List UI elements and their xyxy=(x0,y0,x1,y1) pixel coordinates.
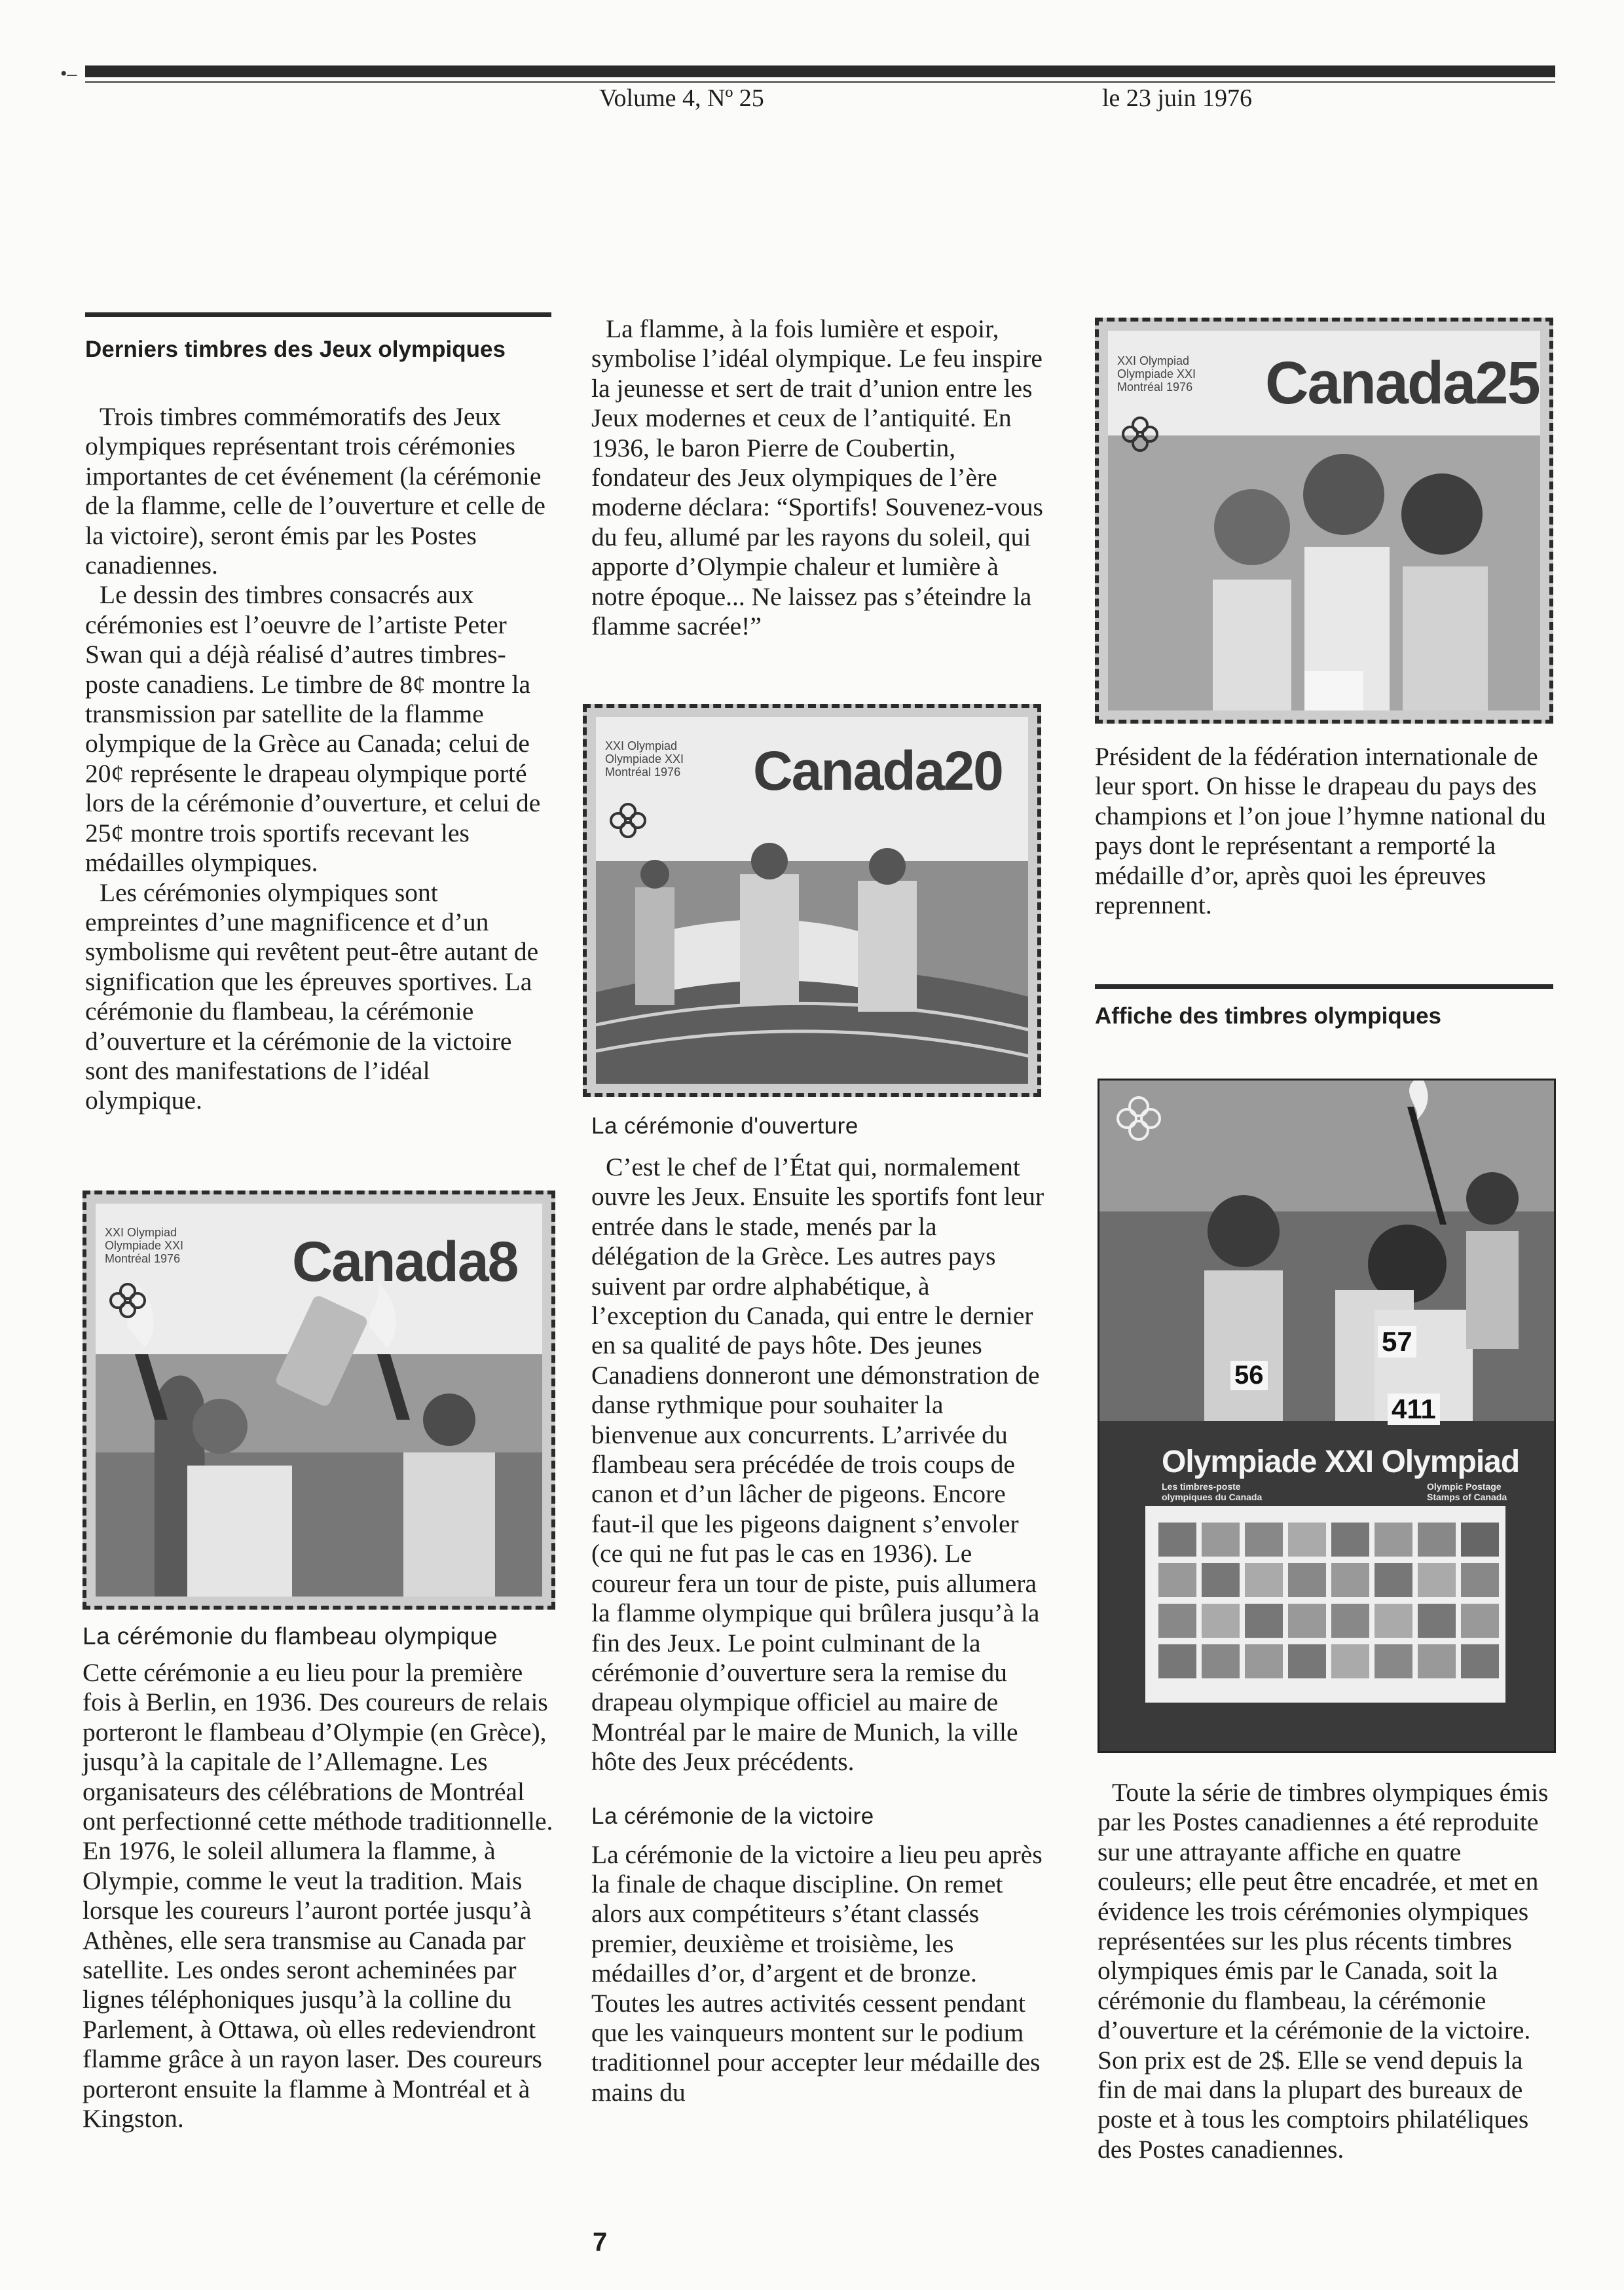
stamp-country: Canada25 xyxy=(1265,350,1540,416)
column-1 xyxy=(85,312,551,1116)
stamp-thumbnail-grid xyxy=(1158,1523,1499,1693)
caption-victory-ceremony: La cérémonie de la victoire xyxy=(591,1803,874,1829)
stamp-8-cents xyxy=(83,1191,555,1610)
poster-subtitle-fr: Les timbres-poste olympiques du Canada xyxy=(1162,1481,1263,1502)
stamp-value: 8 xyxy=(487,1230,518,1293)
poster-heading: Affiche des timbres olympiques xyxy=(1095,1003,1442,1029)
stamp-25-cents xyxy=(1095,318,1553,724)
stamp-artwork xyxy=(96,1204,542,1597)
stamp-country: Canada20 xyxy=(753,740,1003,802)
paragraph: Le dessin des timbres consacrés aux cérémonies est l’oeuvre de l’artiste Peter Swan qui a déjà réalisé d’autres timbres-poste canadiens. Le timbre de 8¢ montre la transmission par satellite de la flamme olympique de la Grèce au Canada; celui de 20¢ représente le drapeau olympique porté lors de la cérémonie d’ouverture, et celui de 25¢ montre trois sportifs recevant les médailles olympiques. xyxy=(85,580,541,877)
column-2 xyxy=(591,314,1050,641)
olympic-rings-logo xyxy=(605,802,651,841)
caption-opening-ceremony: La cérémonie d'ouverture xyxy=(591,1113,858,1139)
stamp-20-block xyxy=(583,704,1041,1097)
column-2-lower xyxy=(591,1113,1050,2107)
issue-date: le 23 juin 1976 xyxy=(1102,84,1253,112)
bib-number: 56 xyxy=(1230,1361,1268,1390)
victory-ceremony-continued: Président de la fédération internationale de leur sport. On hisse le drapeau du pays des champions et l’on joue l’hymne national du pays dont le représentant a remporté la médaille d’or, après quoi les épreuves reprennent. xyxy=(1095,742,1546,920)
paragraph: Les cérémonies olympiques sont empreintes d’une magnificence et d’un symbolisme qui revêtent peut-être autant de signification que les épreuves sportives. La cérémonie du flambeau, la cérémonie d’ouverture et la cérémonie de la victoire sont des manifestations de l’idéal olympique. xyxy=(85,877,539,1115)
stamp-8-block xyxy=(83,1191,555,2134)
section-rule xyxy=(1095,984,1553,989)
poster-subtitle-en: Olympic Postage Stamps of Canada xyxy=(1427,1481,1507,1502)
stamp-20-cents xyxy=(583,704,1041,1097)
paragraph: Trois timbres commémoratifs des Jeux olympiques représentant trois cérémonies importantes de cet événement (la cérémonie de la flamme, celle de l’ouverture et celle de la victoire), seront émis par les Postes canadiennes. xyxy=(85,402,545,580)
caption-torch-ceremony: La cérémonie du flambeau olympique xyxy=(83,1623,498,1650)
stamp-value: 20 xyxy=(944,740,1003,802)
olympic-stamps-poster xyxy=(1098,1079,1556,1753)
stamp-artwork xyxy=(1108,331,1540,711)
stamp-small-text: XXI Olympiad Olympiade XXI Montréal 1976 xyxy=(605,739,684,779)
bib-number: 411 xyxy=(1388,1394,1440,1425)
stamp-country: Canada8 xyxy=(292,1230,518,1293)
article-heading: Derniers timbres des Jeux olympiques xyxy=(85,337,506,362)
torch-ceremony-text: Cette cérémonie a eu lieu pour la première fois à Berlin, en 1936. Des coureurs de relais porteront le flambeau d’Olympie (en Grèce), jusqu’à la capitale de l’Allemagne. Les organisateurs des célébrations de Montréal ont perfectionné cette méthode traditionnelle. En 1976, le soleil allumera la flamme, à Olympie, comme le veut la tradition. Mais lorsque les coureurs l’auront portée jusqu’à Athènes, elle sera transmise au Canada par satellite. Les ondes seront acheminées par lignes téléphoniques jusqu’à la colline du Parlement, à Ottawa, où elles redeviendront flamme grâce à un rayon laser. Des coureurs porteront ensuite la flamme à Montréal et à Kingston. xyxy=(83,1658,553,2133)
olympic-rings-logo xyxy=(105,1282,151,1321)
poster-description: Toute la série de timbres olympiques émis par les Postes canadiennes a été reproduite sur une attrayante affiche en quatre couleurs; elle peut être encadrée, et met en évidence les trois cérémonies olympiques représentées sur les plus récents timbres olympiques émis par le Canada, soit la cérémonie du flambeau, la cérémonie d’ouverture et la cérémonie de la victoire. Son prix est de 2$. Elle se vend depuis la fin de mai dans la plupart des bureaux de poste et à tous les comptoirs philatéliques des Postes canadiennes. xyxy=(1098,1778,1549,2164)
bib-number: 57 xyxy=(1378,1326,1416,1357)
page-number: 7 xyxy=(593,2228,608,2257)
corner-marks: •– xyxy=(60,63,77,84)
stamp-artwork xyxy=(596,717,1028,1084)
top-rule-thin xyxy=(85,81,1555,83)
poster-title: Olympiade XXI Olympiad xyxy=(1162,1445,1520,1479)
section-rule xyxy=(85,312,551,317)
opening-ceremony-text: C’est le chef de l’État qui, normalement ouvre les Jeux. Ensuite les sportifs font leur entrée dans le stade, menés par la délégation de la Grèce. Les autres pays suivent par ordre alphabétique, à l’exception du Canada, qui entre le dernier en sa qualité de pays hôte. Des jeunes Canadiens donneront une démonstration de danse rythmique pour souhaiter la bienvenue aux concurrents. L’arrivée du flambeau sera précédée de trois coups de canon et d’un lâcher de pigeons. Encore faut-il que les pigeons daignent s’envoler (ce qui ne fut pas le cas en 1936). Le coureur fera un tour de piste, puis allumera la flamme olympique qui brûlera jusqu’à la fin des Jeux. Le point culminant de la cérémonie d’ouverture sera la remise du drapeau olympique officiel au maire de Montréal par le maire de Munich, la ville hôte des Jeux précédents. xyxy=(591,1153,1044,1777)
intro-text xyxy=(85,402,551,1116)
stamp-small-text: XXI Olympiad Olympiade XXI Montréal 1976 xyxy=(105,1226,184,1265)
volume-number: Volume 4, Nº 25 xyxy=(599,84,764,112)
stamp-25-block xyxy=(1095,318,1553,1029)
flame-intro-text: La flamme, à la fois lumière et espoir, symbolise l’idéal olympique. Le feu inspire la jeunesse et sert de trait d’union entre les Jeux modernes et ceux de l’antiquité. En 1936, le baron Pierre de Coubertin, fondateur des Jeux olympiques de l’ère moderne déclara: “Sportifs! Souvenez-vous du feu, allumé par les rayons du soleil, qui apporte d’Olympie chaleur et lumière à notre époque... Ne laissez pas s’éteindre la flamme sacrée!” xyxy=(591,314,1043,641)
top-rule xyxy=(85,65,1555,77)
poster-block xyxy=(1098,1079,1556,2164)
stamp-small-text: XXI Olympiad Olympiade XXI Montréal 1976 xyxy=(1117,354,1196,394)
olympic-rings-logo xyxy=(1117,416,1163,455)
victory-ceremony-text: La cérémonie de la victoire a lieu peu après la finale de chaque discipline. On remet alors aux compétiteurs s’étant classés premier, deuxième et troisième, les médailles d’or, d’argent et de bronze. Toutes les autres activités cessent pendant que les vainqueurs montent sur le podium traditionnel pour accepter leur médaille des mains du xyxy=(591,1839,1043,2107)
stamp-value: 25 xyxy=(1475,350,1540,416)
